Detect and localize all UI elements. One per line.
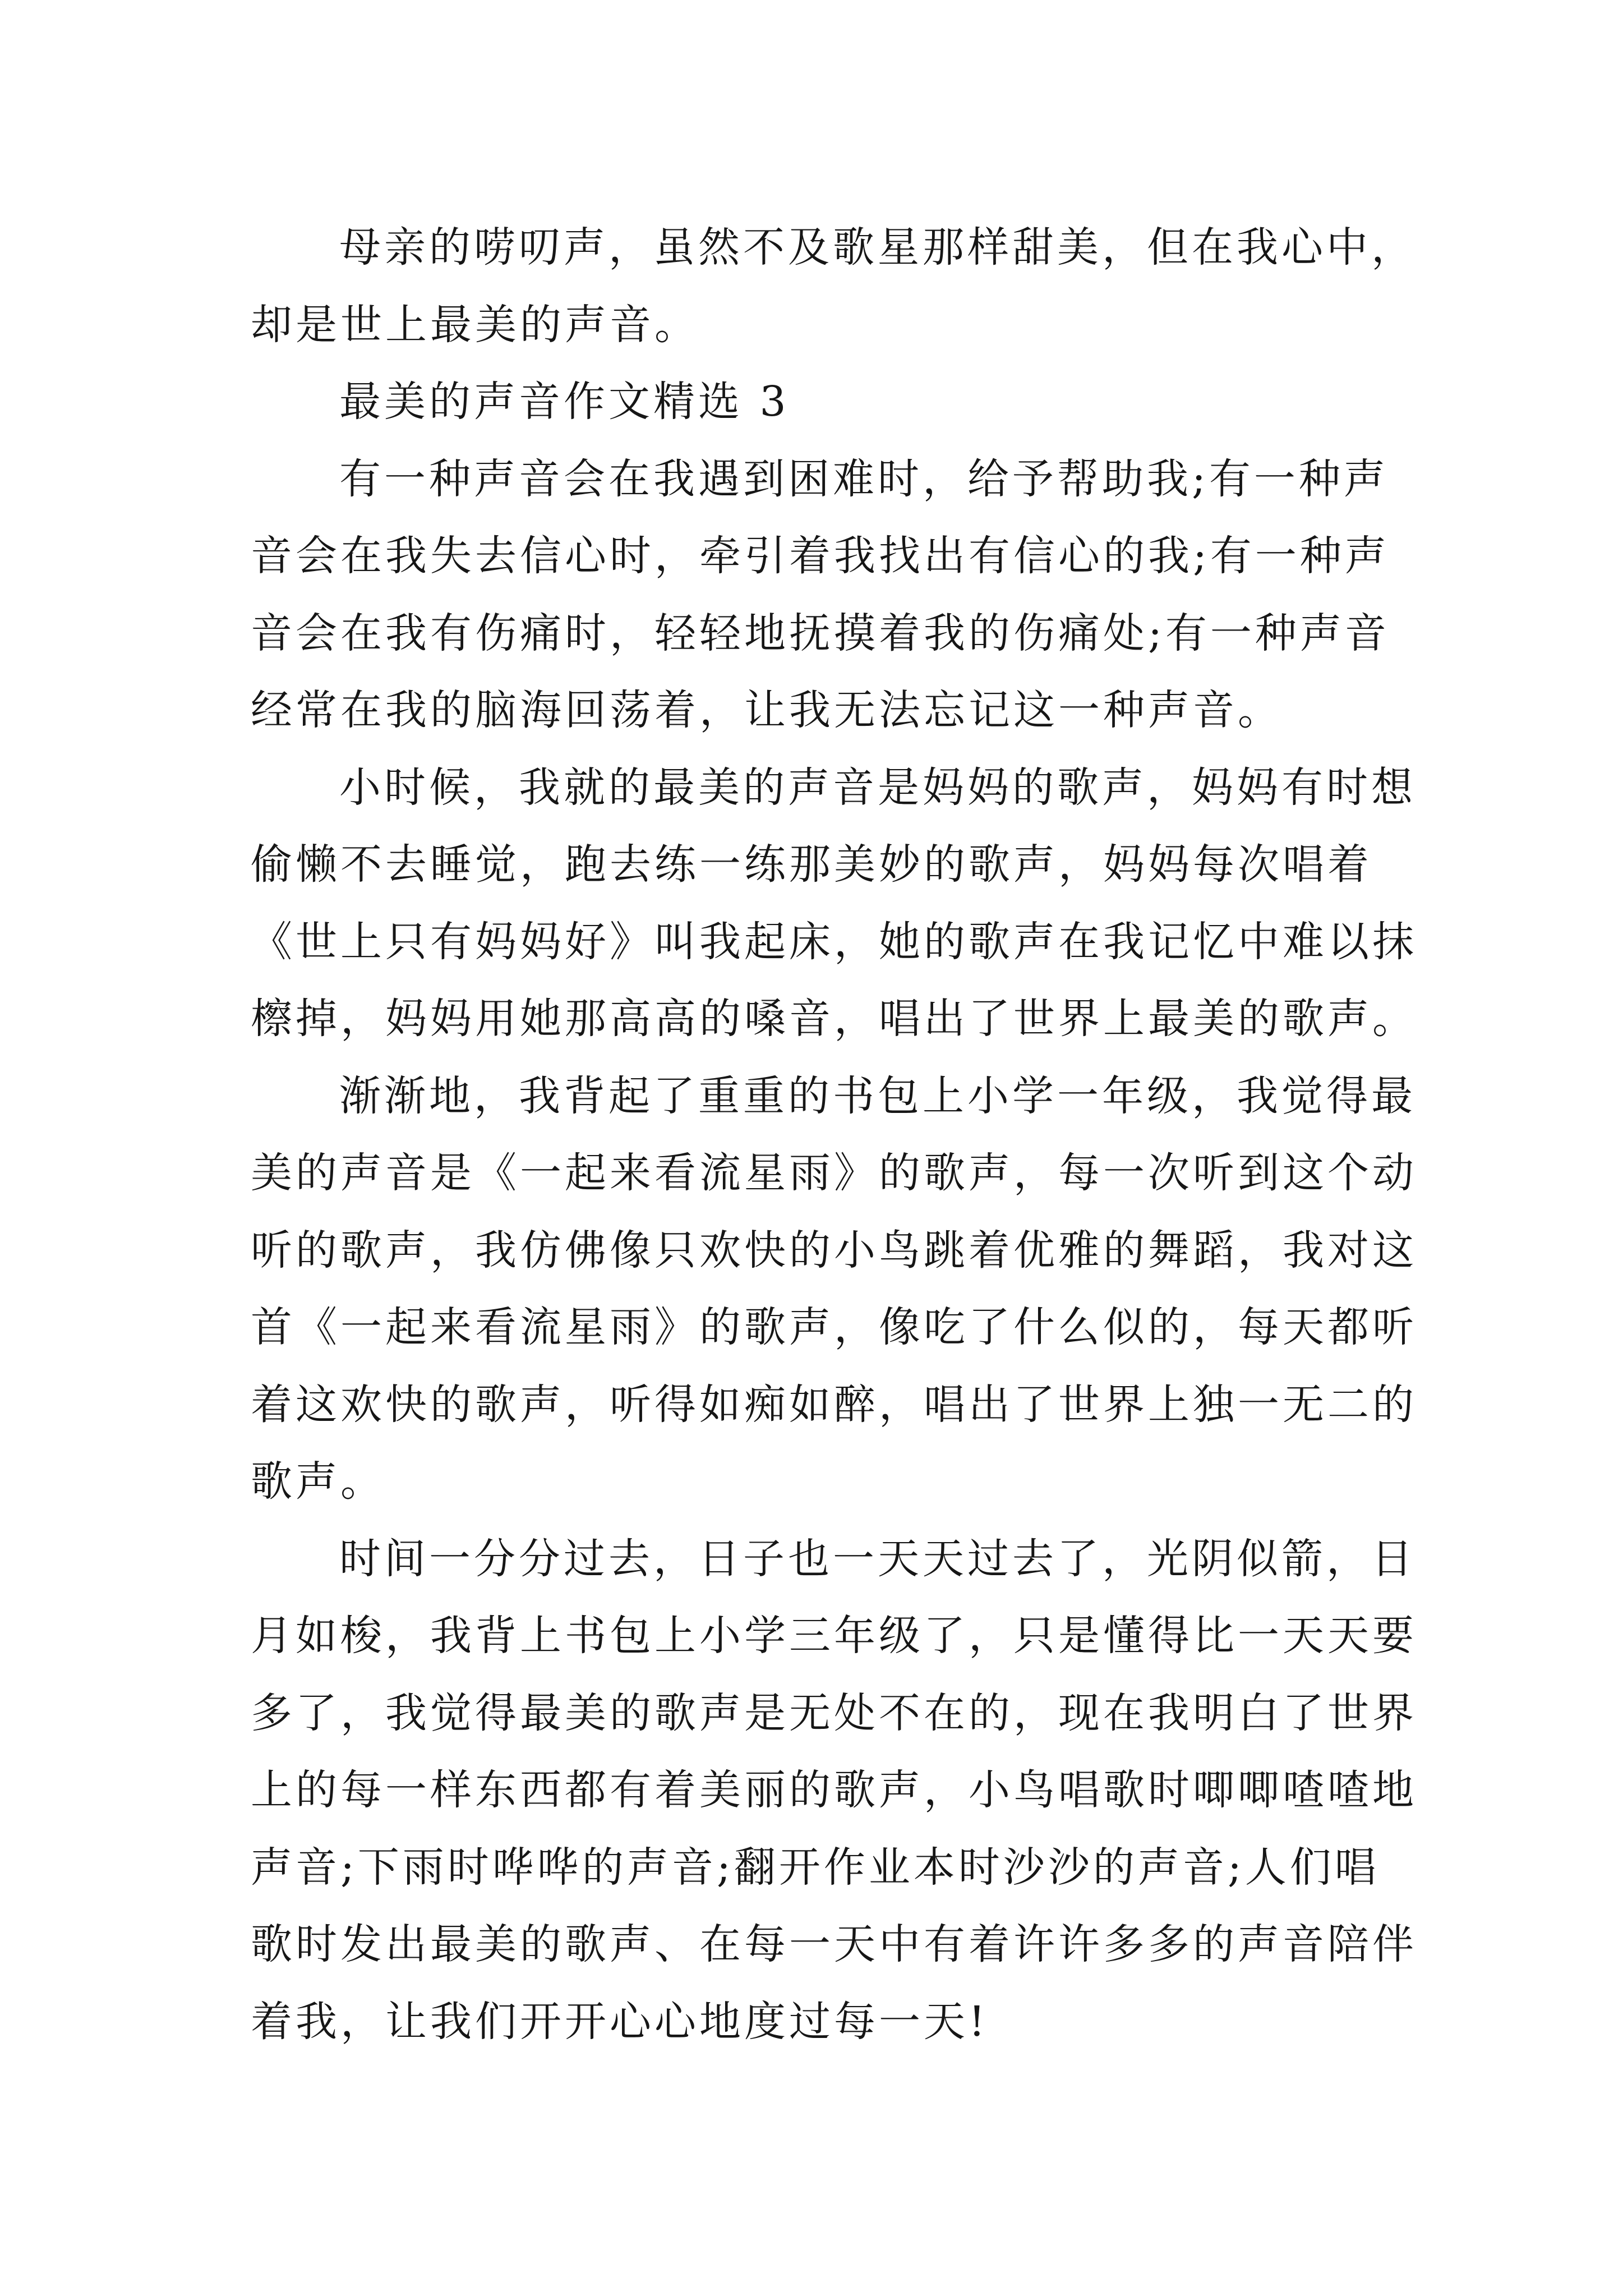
text-line: 音会在我失去信心时，牵引着我找出有信心的我;有一种声 (251, 532, 1390, 580)
text-line: 音会在我有伤痛时，轻轻地抚摸着我的伤痛处;有一种声音 (251, 609, 1390, 657)
text-line: 有一种声音会在我遇到困难时，给予帮助我;有一种声 (339, 454, 1389, 503)
text-line: 多了，我觉得最美的歌声是无处不在的，现在我明白了世界 (251, 1688, 1417, 1737)
text-line: 上的每一样东西都有着美丽的歌声，小鸟唱歌时唧唧喳喳地 (251, 1766, 1417, 1814)
intro-paragraph (251, 209, 1623, 364)
text-line: 歌声。 (251, 1457, 385, 1506)
text-line: 月如梭，我背上书包上小学三年级了，只是懂得比一天天要 (251, 1612, 1417, 1660)
paragraph-3 (251, 1058, 1623, 1521)
text-line: 檫掉，妈妈用她那高高的嗓音，唱出了世界上最美的歌声。 (251, 995, 1417, 1043)
text-line: 歌时发出最美的歌声、在每一天中有着许许多多的声音陪伴 (251, 1920, 1417, 1968)
text-line: 母亲的唠叨声，虽然不及歌星那样甜美，但在我心中， (339, 223, 1416, 272)
text-line: 首《一起来看流星雨》的歌声，像吃了什么似的，每天都听 (251, 1303, 1417, 1351)
text-line: 偷懒不去睡觉，跑去练一练那美妙的歌声，妈妈每次唱着 (251, 840, 1372, 889)
text-line: 《世上只有妈妈好》叫我起床，她的歌声在我记忆中难以抹 (251, 917, 1417, 966)
paragraph-1 (251, 441, 1623, 749)
text-line: 经常在我的脑海回荡着，让我无法忘记这一种声音。 (251, 686, 1283, 734)
text-line: 渐渐地，我背起了重重的书包上小学一年级，我觉得最 (339, 1071, 1416, 1120)
text-line: 却是世上最美的声音。 (251, 300, 699, 349)
text-line: 时间一分分过去，日子也一天天过去了，光阴似箭，日 (339, 1534, 1416, 1583)
text-line: 声音;下雨时哗哗的声音;翻开作业本时沙沙的声音;人们唱 (251, 1843, 1380, 1892)
text-line: 听的歌声，我仿佛像只欢快的小鸟跳着优雅的舞蹈，我对这 (251, 1226, 1417, 1274)
text-line: 着这欢快的歌声，听得如痴如醉，唱出了世界上独一无二的 (251, 1380, 1417, 1429)
section-title: 最美的声音作文精选 3 (339, 378, 790, 426)
text-line: 着我，让我们开开心心地度过每一天! (251, 1997, 989, 2046)
paragraph-4 (251, 1521, 1623, 2061)
text-line: 小时候，我就的最美的声音是妈妈的歌声，妈妈有时想 (339, 763, 1416, 812)
paragraph-2 (251, 749, 1623, 1058)
text-line: 美的声音是《一起来看流星雨》的歌声，每一次听到这个动 (251, 1149, 1417, 1197)
